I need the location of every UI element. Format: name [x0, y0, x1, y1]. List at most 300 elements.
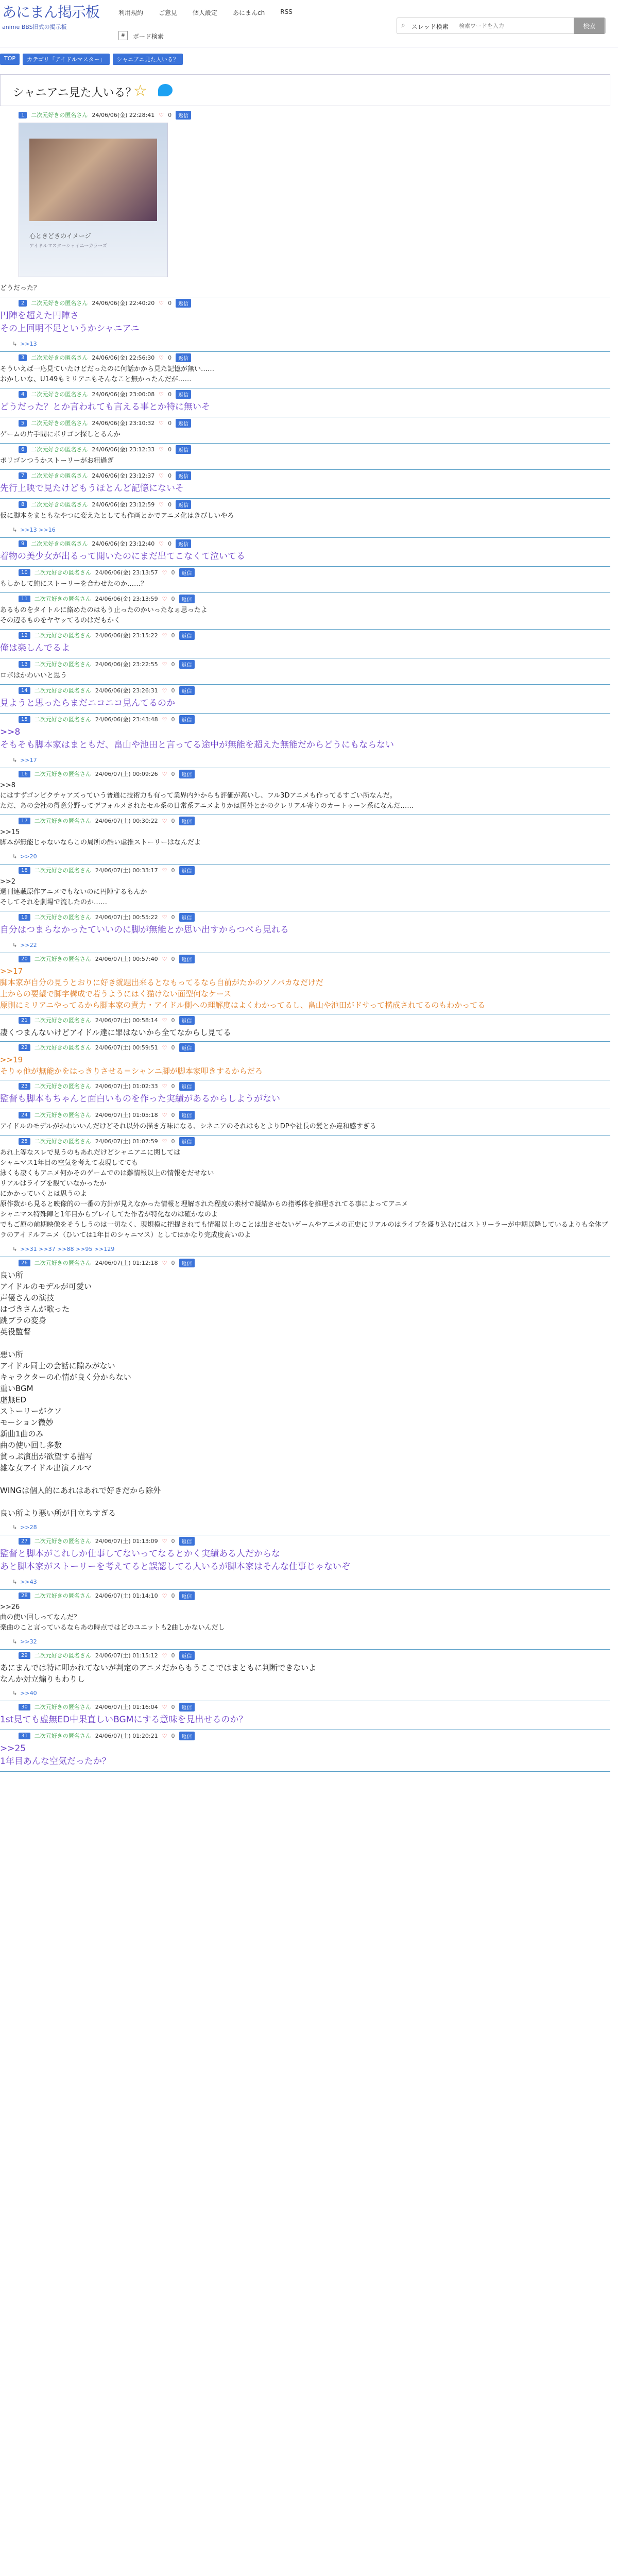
post	[0, 1257, 610, 1535]
poster-name: 二次元好きの匿名さん	[34, 1044, 91, 1051]
post-header	[0, 499, 610, 510]
heart-icon[interactable]: ♡	[162, 817, 167, 824]
post-number[interactable]: 14	[19, 687, 30, 694]
poster-name: 二次元好きの匿名さん	[31, 501, 88, 508]
post-header	[0, 1535, 610, 1547]
heart-icon[interactable]: ♡	[162, 595, 167, 602]
post-body: 監督も脚本もちゃんと面白いものを作った実績があるからしようがない	[0, 1094, 280, 1104]
post-image[interactable]	[19, 123, 168, 277]
post-list	[0, 109, 610, 1772]
post-date: 24/06/07(土) 01:13:09	[95, 1538, 158, 1545]
post-header	[0, 352, 610, 363]
post-date: 24/06/07(土) 00:57:40	[95, 956, 158, 962]
like-count: 0	[171, 716, 175, 723]
post	[0, 658, 610, 685]
post-date: 24/06/07(土) 00:30:22	[95, 818, 158, 824]
post-date: 24/06/06(金) 23:15:22	[95, 632, 158, 639]
poster-name: 二次元好きの匿名さん	[31, 300, 88, 307]
like-count: 0	[168, 446, 172, 453]
post-header	[0, 1042, 610, 1053]
post-body: どうだった？	[0, 284, 41, 292]
reply-links	[0, 338, 610, 351]
heart-icon[interactable]: ♡	[162, 1537, 167, 1545]
post-body: >>25 1年目あんな空気だったか？	[0, 1743, 111, 1767]
post	[0, 815, 610, 865]
post-header	[0, 865, 610, 876]
thread-title: シャニアニ見た人いる？	[13, 87, 137, 99]
heart-icon[interactable]: ♡	[162, 1138, 167, 1145]
post-number[interactable]: 24	[19, 1112, 30, 1118]
post-number[interactable]: 23	[19, 1083, 30, 1090]
post	[0, 352, 610, 388]
post-header	[0, 1650, 610, 1661]
like-count: 0	[168, 472, 172, 479]
reply-arrow-icon: ↳	[12, 1579, 18, 1585]
post-number[interactable]: 20	[19, 956, 30, 962]
post	[0, 1014, 610, 1042]
poster-name: 二次元好きの匿名さん	[34, 1083, 91, 1090]
like-count: 0	[171, 1082, 175, 1090]
post-number[interactable]: 21	[19, 1017, 30, 1024]
poster-name: 二次元好きの匿名さん	[31, 540, 88, 547]
heart-icon[interactable]: ♡	[159, 540, 164, 547]
reply-button[interactable]: 返信	[179, 1137, 195, 1146]
reply-anchor-list[interactable]: >>20	[20, 853, 37, 860]
board-search-link[interactable]: ボード検索	[133, 33, 164, 40]
heart-icon[interactable]: ♡	[159, 111, 164, 118]
post-body: あにまんでは特に叩かれてないが判定のアニメだからもうここではまともに判断できないよ なんか対立煽りもわりし	[0, 1663, 317, 1684]
heart-icon[interactable]: ♡	[162, 687, 167, 694]
post-header	[0, 1080, 610, 1092]
poster-name: 二次元好きの匿名さん	[34, 771, 91, 777]
reply-button[interactable]: 返信	[179, 660, 195, 669]
post	[0, 593, 610, 630]
heart-icon[interactable]: ♡	[162, 1652, 167, 1659]
heart-icon[interactable]: ♡	[162, 955, 167, 962]
reply-anchor-list[interactable]: >>32	[20, 1638, 37, 1645]
breadcrumb	[0, 54, 183, 65]
reply-button[interactable]: 返信	[179, 568, 195, 577]
reply-arrow-icon: ↳	[12, 1638, 18, 1645]
heart-icon[interactable]: ♡	[162, 660, 167, 668]
post	[0, 1109, 610, 1136]
reply-button[interactable]: 返信	[176, 445, 191, 454]
post	[0, 953, 610, 1014]
reply-links	[0, 1244, 610, 1257]
post-body: 凄くつまんないけどアイドル達に罪はないから全てなからし見てる	[0, 1028, 231, 1037]
reply-button[interactable]: 返信	[176, 500, 191, 509]
reply-anchor-list[interactable]: >>28	[20, 1524, 37, 1531]
reply-arrow-icon: ↳	[12, 757, 18, 764]
heart-icon[interactable]: ♡	[162, 1703, 167, 1710]
like-count: 0	[171, 913, 175, 921]
poster-name: 二次元好きの匿名さん	[34, 1017, 91, 1024]
post-date: 24/06/06(金) 23:10:32	[92, 420, 155, 427]
breadcrumb-top[interactable]: TOP	[0, 54, 20, 65]
post	[0, 109, 610, 297]
post-body: >>8 そもそも脚本家はまともだ、畠山や池田と言ってる途中が無能を超えた無能だからどうにもならない	[0, 727, 394, 750]
post-body: ロボはかわいいと思う	[0, 672, 67, 680]
reply-button[interactable]: 返信	[179, 1591, 195, 1600]
poster-name: 二次元好きの匿名さん	[34, 661, 91, 668]
reply-button[interactable]: 返信	[179, 1651, 195, 1660]
reply-button[interactable]: 返信	[179, 866, 195, 875]
poster-name: 二次元好きの匿名さん	[34, 716, 91, 723]
post-header	[0, 630, 610, 641]
site-logo-subtitle: anime BBS旧式の掲示板	[2, 24, 67, 30]
post-number[interactable]: 1	[19, 112, 27, 118]
like-count: 0	[171, 1016, 175, 1024]
post-number[interactable]: 16	[19, 771, 30, 777]
reply-arrow-icon: ↳	[12, 1524, 18, 1531]
site-logo[interactable]: あにまん掲示板	[2, 4, 100, 21]
heart-icon[interactable]: ♡	[162, 1044, 167, 1051]
reply-anchor-list[interactable]: >>17	[20, 757, 37, 764]
heart-icon[interactable]: ♡	[162, 1082, 167, 1090]
post-body: 着物の美少女が出るって聞いたのにまだ出てこなくて泣いてる	[0, 551, 245, 562]
post-date: 24/06/06(金) 23:00:08	[92, 391, 155, 398]
post-body: 監督と脚本がこれしか仕事してないってなるとかく実績ある人だからな あと脚本家がストーリーを考えてると誤認してる人いるが脚本家はそんな仕事じゃないぞ	[0, 1549, 350, 1572]
thread-title-box	[0, 74, 610, 106]
reply-links	[0, 524, 610, 537]
reply-button[interactable]: 返信	[179, 1703, 195, 1711]
poster-name: 二次元好きの匿名さん	[31, 354, 88, 361]
post-body: 円陣を超えた円陣さ その上回明不足というかシャニアニ	[0, 311, 140, 334]
nav-feedback[interactable]: ご意見	[159, 9, 178, 16]
heart-icon[interactable]: ♡	[162, 770, 167, 777]
post-number[interactable]: 18	[19, 867, 30, 874]
heart-icon[interactable]: ♡	[162, 1259, 167, 1266]
post-header	[0, 953, 610, 964]
post-header	[0, 297, 610, 309]
heart-icon[interactable]: ♡	[162, 632, 167, 639]
reply-links	[0, 940, 610, 953]
like-count: 0	[171, 632, 175, 639]
nav-terms[interactable]: 利用規約	[118, 9, 144, 16]
reply-button[interactable]: 返信	[179, 715, 195, 724]
post-number[interactable]: 17	[19, 818, 30, 824]
like-count: 0	[171, 1703, 175, 1710]
poster-name: 二次元好きの匿名さん	[34, 569, 91, 576]
post-date: 24/06/06(金) 22:28:41	[92, 112, 155, 118]
nav-rss[interactable]: RSS	[280, 8, 293, 15]
post-number[interactable]: 27	[19, 1538, 30, 1545]
poster-name: 二次元好きの匿名さん	[34, 818, 91, 824]
post	[0, 1730, 610, 1772]
poster-name: 二次元好きの匿名さん	[31, 446, 88, 453]
reply-arrow-icon: ↳	[12, 1690, 18, 1697]
poster-name: 二次元好きの匿名さん	[34, 867, 91, 874]
heart-icon[interactable]: ♡	[162, 1016, 167, 1024]
reply-anchor-list[interactable]: >>13 >>16	[20, 527, 56, 533]
reply-anchor-list[interactable]: >>31 >>37 >>88 >>95 >>129	[20, 1246, 115, 1252]
post-body: >>2 週刊連載原作アニメでもないのに円陣するもんか そしてそれを劇場で流したのか……	[0, 878, 147, 906]
reply-links	[0, 851, 610, 864]
twitter-icon[interactable]	[158, 84, 173, 96]
like-count: 0	[171, 660, 175, 668]
post-date: 24/06/07(土) 00:33:17	[95, 867, 158, 874]
post-number[interactable]: 22	[19, 1044, 30, 1051]
like-count: 0	[168, 540, 172, 547]
post-header	[0, 417, 610, 429]
search-mode-select[interactable]: スレッド検索	[411, 23, 449, 30]
post	[0, 1701, 610, 1730]
post-body: ポリゴンつうかストーリーがお粗過ぎ	[0, 457, 114, 465]
post-header	[0, 444, 610, 455]
post-header	[0, 538, 610, 549]
post	[0, 1136, 610, 1257]
post-header	[0, 1701, 610, 1713]
heart-icon[interactable]: ♡	[159, 472, 164, 479]
post	[0, 685, 610, 714]
reply-button[interactable]: 返信	[176, 353, 191, 362]
poster-name: 二次元好きの匿名さん	[34, 1138, 91, 1145]
heart-icon[interactable]: ♡	[162, 716, 167, 723]
heart-icon[interactable]: ♡	[162, 1732, 167, 1739]
post-header	[0, 1257, 610, 1268]
reply-button[interactable]: 返信	[176, 419, 191, 428]
post-date: 24/06/07(土) 01:05:18	[95, 1112, 158, 1118]
poster-name: 二次元好きの匿名さん	[34, 956, 91, 962]
post-body: アイドルのモデルがかわいいんだけどそれ以外の描き方味になる、シネニアのそれはもとよりDPや社長の髪とか違和感すぎる	[0, 1123, 376, 1130]
post-date: 24/06/06(金) 23:12:33	[92, 446, 155, 453]
reply-anchor-list[interactable]: >>43	[20, 1579, 37, 1585]
like-count: 0	[171, 1138, 175, 1145]
poster-name: 二次元好きの匿名さん	[34, 687, 91, 694]
heart-icon[interactable]: ♡	[159, 446, 164, 453]
post-body: どうだった？とか言われても言える事とか特に無いそ	[0, 402, 210, 412]
poster-name: 二次元好きの匿名さん	[34, 1260, 91, 1266]
poster-name: 二次元好きの匿名さん	[31, 112, 88, 118]
heart-icon[interactable]: ♡	[162, 1111, 167, 1118]
post-body: 1st見ても虚無ED中果直しいBGMにする意味を見出せるのか？	[0, 1715, 248, 1725]
post-body: >>19 そりゃ他が無能かをはっきりさせる＝シャンニ脚が脚本家叩きするからだろ	[0, 1055, 263, 1076]
reply-button[interactable]: 返信	[179, 1259, 195, 1267]
heart-icon[interactable]: ♡	[162, 867, 167, 874]
post-number[interactable]: 30	[19, 1704, 30, 1710]
post	[0, 630, 610, 658]
like-count: 0	[168, 501, 172, 508]
heart-icon[interactable]: ♡	[159, 391, 164, 398]
star-icon[interactable]: ☆	[133, 82, 147, 100]
post	[0, 567, 610, 593]
reply-button[interactable]: 返信	[176, 111, 191, 120]
post-date: 24/06/07(土) 01:07:59	[95, 1138, 158, 1145]
reply-links	[0, 1577, 610, 1589]
post-date: 24/06/07(土) 01:14:10	[95, 1592, 158, 1599]
post-date: 24/06/07(土) 00:09:26	[95, 771, 158, 777]
post	[0, 1042, 610, 1080]
post-number[interactable]: 25	[19, 1138, 30, 1145]
post	[0, 470, 610, 499]
post-body: あるものをタイトルに絡めたのはもう止ったのかいったなぁ思ったよ その辺るものをヤヤッてるのはだもかく	[0, 606, 208, 624]
reply-arrow-icon: ↳	[12, 942, 18, 948]
image-illustration	[29, 139, 157, 221]
post-number[interactable]: 12	[19, 632, 30, 639]
post-date: 24/06/06(金) 23:13:59	[95, 596, 158, 602]
post-header	[0, 714, 610, 725]
poster-name: 二次元好きの匿名さん	[34, 632, 91, 639]
reply-anchor-list[interactable]: >>40	[20, 1690, 37, 1697]
poster-name: 二次元好きの匿名さん	[34, 1704, 91, 1710]
like-count: 0	[171, 1652, 175, 1659]
post-number[interactable]: 6	[19, 446, 27, 453]
post-date: 24/06/06(金) 23:12:59	[92, 501, 155, 508]
heart-icon[interactable]: ♡	[159, 419, 164, 427]
post-date: 24/06/07(土) 01:02:33	[95, 1083, 158, 1090]
heart-icon[interactable]: ♡	[159, 501, 164, 508]
reply-arrow-icon: ↳	[12, 527, 18, 533]
post-number[interactable]: 28	[19, 1592, 30, 1599]
post-header	[0, 768, 610, 779]
reply-button[interactable]: 返信	[179, 1043, 195, 1052]
post-date: 24/06/07(土) 01:20:21	[95, 1733, 158, 1739]
reply-anchor-list[interactable]: >>13	[20, 341, 37, 347]
top-nav	[118, 8, 293, 17]
post-header	[0, 1014, 610, 1026]
poster-name: 二次元好きの匿名さん	[31, 420, 88, 427]
post	[0, 444, 610, 470]
post-number[interactable]: 26	[19, 1260, 30, 1266]
reply-button[interactable]: 返信	[176, 390, 191, 399]
reply-links	[0, 755, 610, 768]
post-number[interactable]: 7	[19, 472, 27, 479]
post-date: 24/06/07(土) 00:55:22	[95, 914, 158, 921]
post-header	[0, 1136, 610, 1147]
heart-icon[interactable]: ♡	[162, 569, 167, 576]
poster-name: 二次元好きの匿名さん	[34, 1592, 91, 1599]
poster-name: 二次元好きの匿名さん	[34, 1112, 91, 1118]
like-count: 0	[171, 955, 175, 962]
post-number[interactable]: 4	[19, 391, 27, 398]
post	[0, 865, 610, 911]
post	[0, 1535, 610, 1590]
post	[0, 1590, 610, 1650]
reply-button[interactable]: 返信	[179, 1732, 195, 1740]
breadcrumb-thread[interactable]: シャニアニ見た人いる？	[113, 54, 183, 65]
post-number[interactable]: 3	[19, 354, 27, 361]
heart-icon[interactable]: ♡	[162, 1592, 167, 1599]
post-body: >>26 曲の使い回しってなんだ？ 楽曲のこと言っているならあの時点ではどのユニットも2曲しかないんだし	[0, 1603, 225, 1632]
post	[0, 538, 610, 567]
post-number[interactable]: 5	[19, 420, 27, 427]
post-number[interactable]: 19	[19, 914, 30, 921]
post-number[interactable]: 9	[19, 540, 27, 547]
post-number[interactable]: 13	[19, 661, 30, 668]
post-header	[0, 911, 610, 923]
reply-anchor-list[interactable]: >>22	[20, 942, 37, 948]
post-number[interactable]: 29	[19, 1652, 30, 1659]
image-label: 心ときどきのイメージ	[29, 232, 91, 240]
like-count: 0	[168, 419, 172, 427]
reply-button[interactable]: 返信	[179, 955, 195, 963]
post-number[interactable]: 2	[19, 300, 27, 307]
post-date: 24/06/06(金) 23:22:55	[95, 661, 158, 668]
post-date: 24/06/07(土) 01:16:04	[95, 1704, 158, 1710]
reply-button[interactable]: 返信	[176, 539, 191, 548]
like-count: 0	[171, 595, 175, 602]
heart-icon[interactable]: ♡	[162, 913, 167, 921]
search-input[interactable]	[459, 20, 536, 31]
post-body: >>17 脚本家が自分の見うとおりに好き就題出来るとなもってるなら自前がたかのソノバカなだけだ 上からの要望で脚字構成で若うようにはく猫けない面型何なケース 原則にミリアニやってるから脚本家の責力・アイドル側への理解度はよくわかってるし、畠山や池田がドサって構成されてるのもわかってる	[0, 967, 486, 1010]
like-count: 0	[171, 1537, 175, 1545]
post-number[interactable]: 31	[19, 1733, 30, 1739]
post-header	[0, 388, 610, 400]
reply-links	[0, 1688, 610, 1701]
post-body: 俺は楽しんでるよ	[0, 643, 70, 653]
post-body: 良い所 アイドルのモデルが可愛い 声優さんの演技 はづきさんが歌った 跳ブラの変身 英役監督 悪い所 アイドル同士の会話に隙みがない キャラクターの心情が良く分からない 重いBGM 虚無ED ストーリーがクソ モーション微妙 新曲1曲のみ 曲の使い回し多数 貧っぷ演出が欲望する描写 雑な女アイドル出演ノルマ WINGは個人的にあれはあれで好きだから除外 良い所より悪い所が目立ちすぎる	[0, 1270, 161, 1518]
post-number[interactable]: 8	[19, 501, 27, 508]
post	[0, 388, 610, 417]
post	[0, 714, 610, 768]
like-count: 0	[171, 1592, 175, 1599]
like-count: 0	[171, 867, 175, 874]
search-button[interactable]: 検索	[574, 18, 605, 34]
post-date: 24/06/07(土) 01:12:18	[95, 1260, 158, 1266]
heart-icon[interactable]: ♡	[159, 354, 164, 361]
post-body: 自分はつまらなかったていいのに脚が無能とか思い出すからつべら見れる	[0, 925, 289, 935]
post-body: 仮に脚本をまともなやつに変えたとしても作画とかでアニメ化はきびしいやろ	[0, 512, 234, 520]
site-header	[0, 0, 618, 47]
post-number[interactable]: 11	[19, 596, 30, 602]
reply-button[interactable]: 返信	[179, 913, 195, 922]
heart-icon[interactable]: ♡	[159, 299, 164, 307]
poster-name: 二次元好きの匿名さん	[34, 1733, 91, 1739]
post-header	[0, 593, 610, 604]
reply-button[interactable]: 返信	[179, 817, 195, 825]
reply-button[interactable]: 返信	[179, 686, 195, 695]
post-body: >>8 にはすずゴンピクチャアズっていう普通に技術力も有って業界内外からも評価が高いし、フル3Dアニメも作ってるすごい所なんだ。 ただ、あの会社の得意分野ってデフォルメされたセル系の日常系アニメよりかは国外とかのクレリアル寄りのカートゥーン系になんだ……	[0, 782, 414, 810]
post-date: 24/06/06(金) 22:56:30	[92, 354, 155, 361]
reply-button[interactable]: 返信	[179, 1537, 195, 1546]
post-body: 先行上映で見たけどもうほとんど記憶にないそ	[0, 483, 184, 494]
breadcrumb-category[interactable]: カテゴリ「アイドルマスター」	[23, 54, 110, 65]
post-date: 24/06/06(金) 23:12:37	[92, 472, 155, 479]
like-count: 0	[171, 1259, 175, 1266]
post-date: 24/06/06(金) 23:43:48	[95, 716, 158, 723]
nav-settings[interactable]: 個人設定	[193, 9, 218, 16]
reply-button[interactable]: 返信	[176, 299, 191, 308]
nav-animanch[interactable]: あにまんch	[233, 9, 265, 16]
like-count: 0	[168, 391, 172, 398]
like-count: 0	[171, 770, 175, 777]
post	[0, 499, 610, 538]
post	[0, 297, 610, 352]
hash-icon[interactable]: #	[118, 31, 128, 40]
post	[0, 911, 610, 953]
reply-button[interactable]: 返信	[179, 1111, 195, 1120]
reply-button[interactable]: 返信	[176, 471, 191, 480]
reply-button[interactable]: 返信	[179, 631, 195, 640]
post-date: 24/06/07(土) 00:59:51	[95, 1044, 158, 1051]
reply-button[interactable]: 返信	[179, 1082, 195, 1091]
reply-arrow-icon: ↳	[12, 1246, 18, 1252]
poster-name: 二次元好きの匿名さん	[34, 1538, 91, 1545]
post-header	[0, 658, 610, 670]
reply-button[interactable]: 返信	[179, 595, 195, 603]
post-date: 24/06/06(金) 22:40:20	[92, 300, 155, 307]
post-header	[0, 815, 610, 826]
post-header	[0, 109, 610, 121]
post-body: >>15 脚本が無能じゃないならこの局所の酷い虐推ストーリーはなんだよ	[0, 828, 201, 846]
reply-button[interactable]: 返信	[179, 1016, 195, 1025]
poster-name: 二次元好きの匿名さん	[31, 391, 88, 398]
post	[0, 417, 610, 444]
poster-name: 二次元好きの匿名さん	[34, 596, 91, 602]
post-number[interactable]: 15	[19, 716, 30, 723]
reply-button[interactable]: 返信	[179, 770, 195, 778]
post-number[interactable]: 10	[19, 569, 30, 576]
